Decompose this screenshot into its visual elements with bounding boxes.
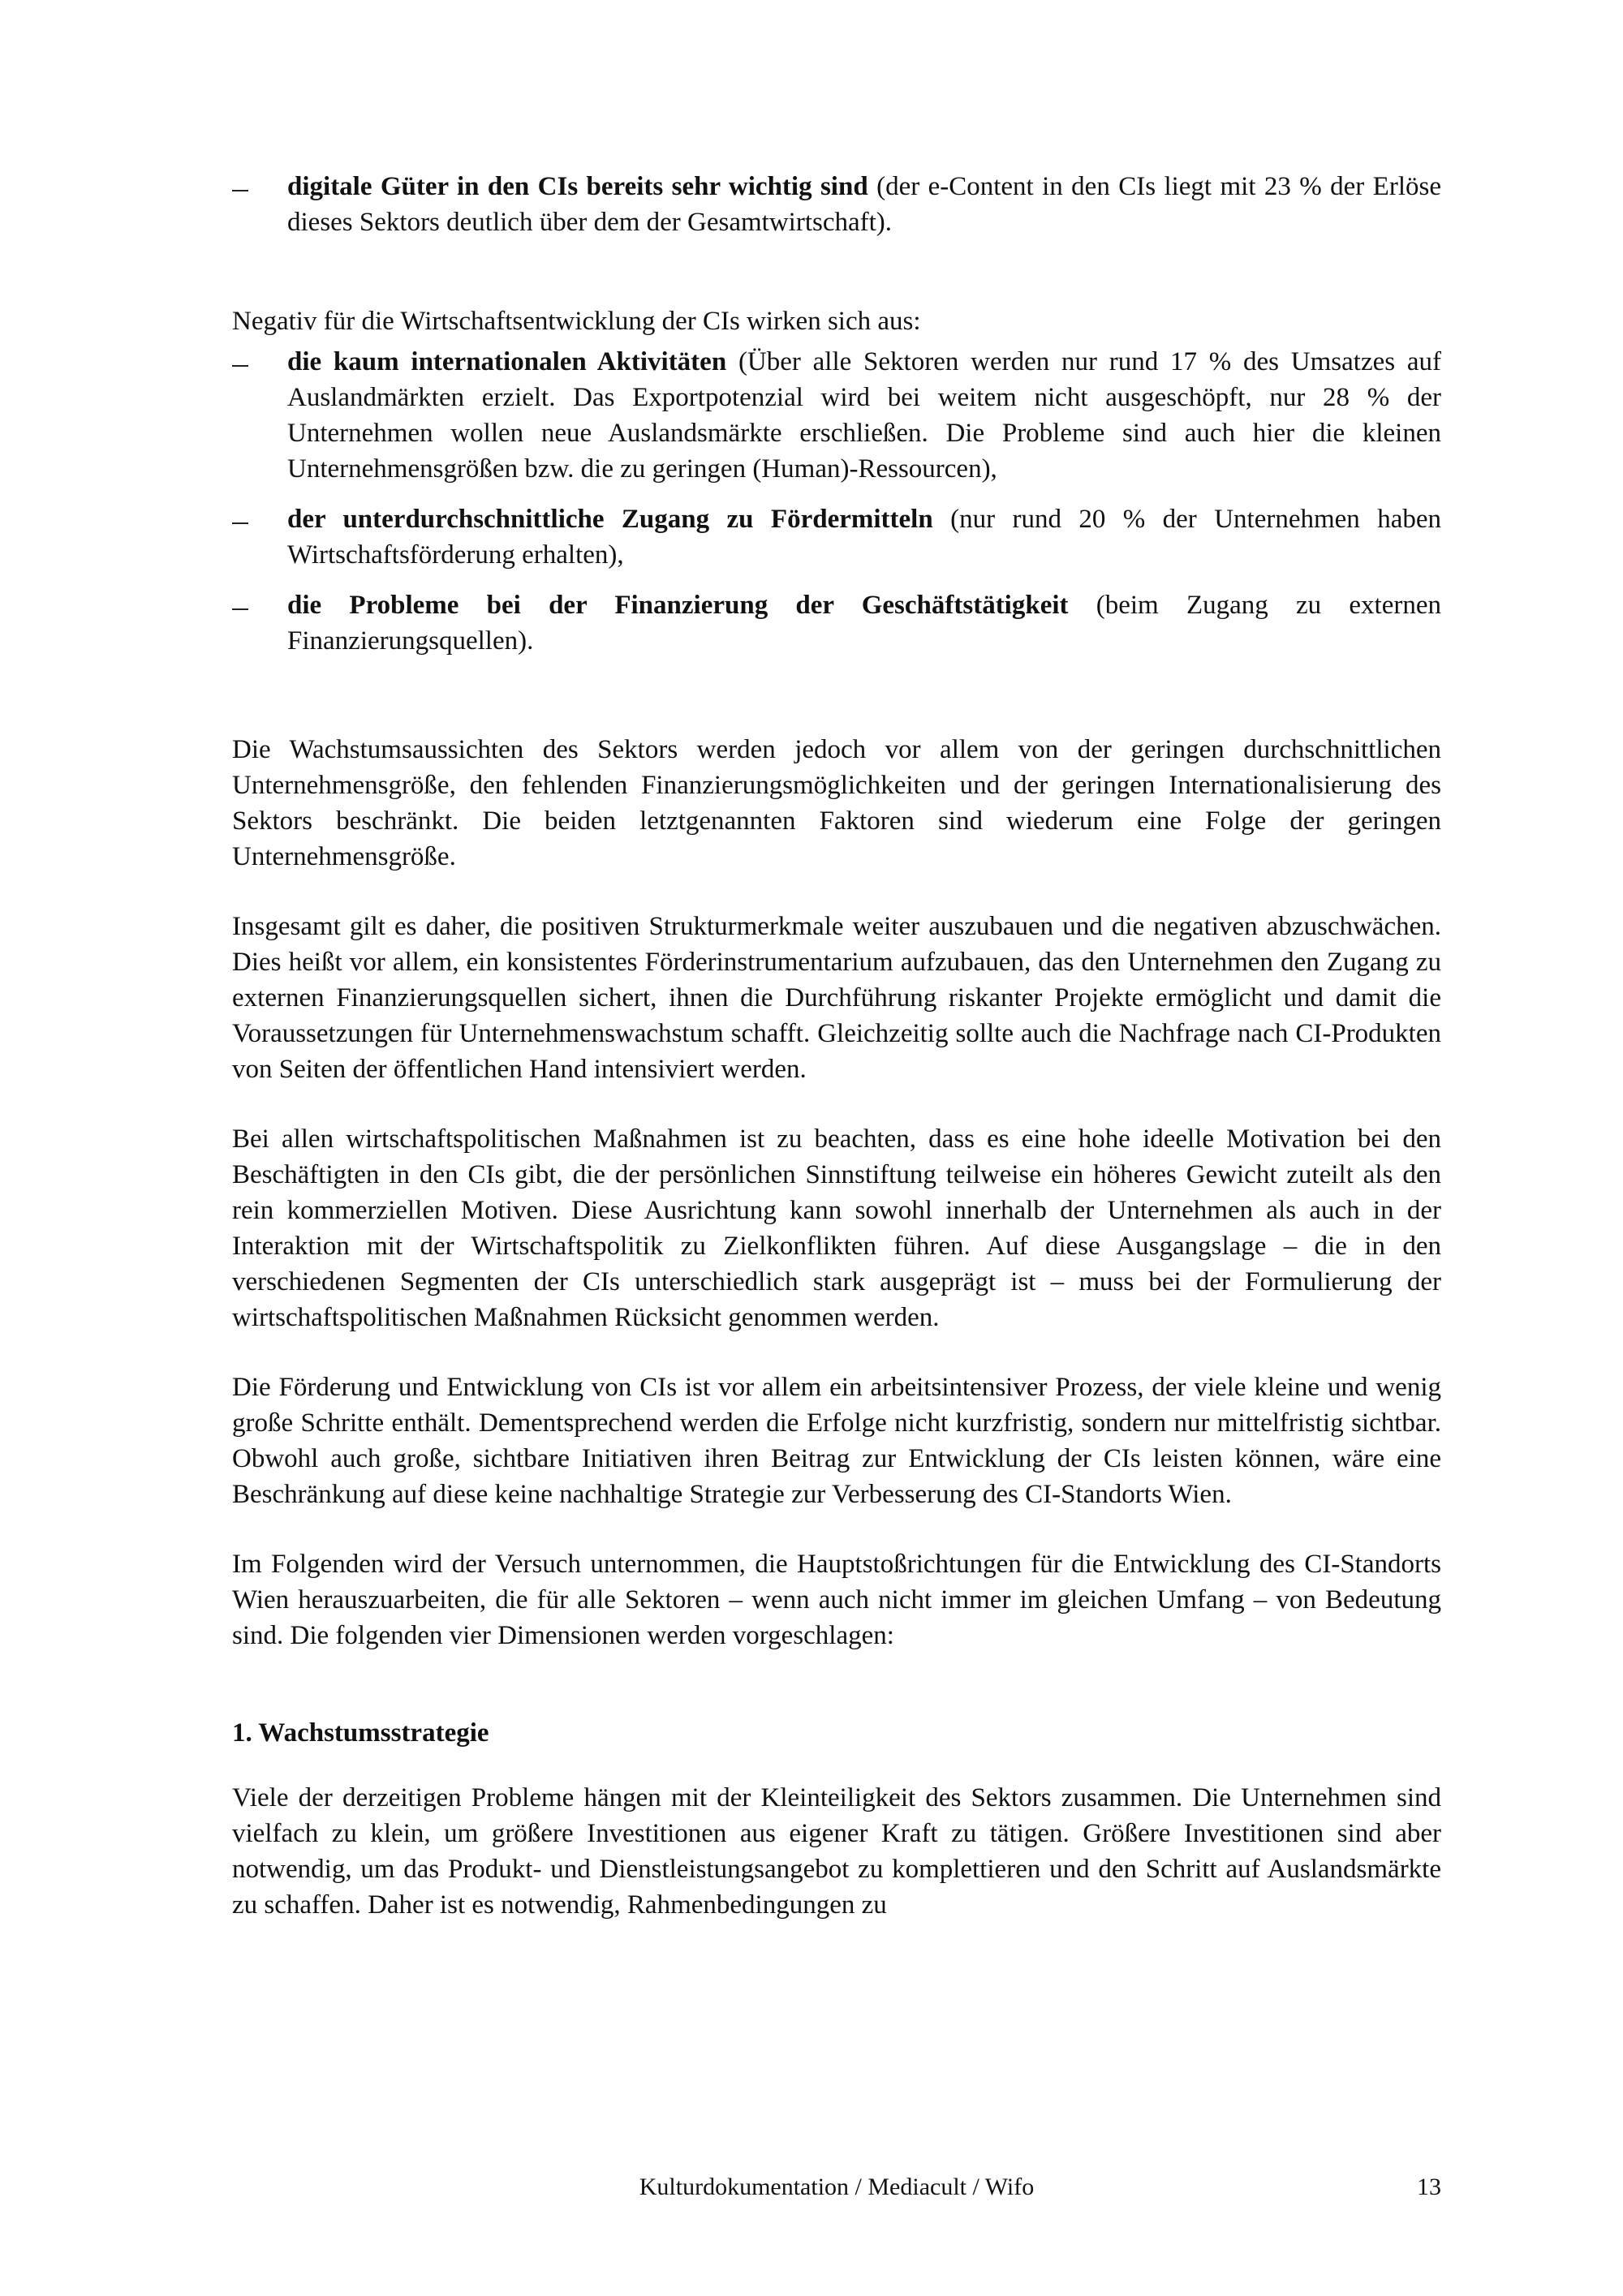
bullet-bold-text: die Probleme bei der Finanzierung der Geschäftstätigkeit [287, 591, 1069, 620]
paragraph-growth-strategy: Viele der derzeitigen Probleme hängen mit der Kleinteiligkeit des Sektors zusammen. Die Unternehmen sind vielfach zu klein, um größere Investitionen aus eigener Kraft zu tätigen. Größere Investitionen sind aber notwendig, um das Produkt- und Dienstleistungsangebot zu komplettieren und den Schritt auf Auslandsmärkte zu schaffen. Daher ist es notwendig, Rahmenbedingungen zu [232, 1783, 1441, 1920]
list-item [232, 344, 1441, 487]
bullet-text: (beim Zugang zu externen Finanzierungsquellen). [287, 591, 1441, 656]
paragraph-four-dimensions: Im Folgenden wird der Versuch unternommen, die Hauptstoßrichtungen für die Entwicklung des CI-Standorts Wien herauszuarbeiten, die für alle Sektoren – wenn auch nicht immer im gleichen Umfang – von Bedeutung sind. Die folgenden vier Dimensionen werden vorgeschlagen: [232, 1550, 1441, 1650]
page-body [232, 169, 1441, 1923]
paragraph-labour-intensive-process: Die Förderung und Entwicklung von CIs ist vor allem ein arbeitsintensiver Prozess, der viele kleine und wenig große Schritte enthält. Dementsprechend werden die Erfolge nicht kurzfristig, sondern nur mittelfristig sichtbar. Obwohl auch große, sichtbare Initiativen ihren Beitrag zur Entwicklung der CIs leisten können, wäre eine Beschränkung auf diese keine nachhaltige Strategie zur Verbesserung des CI-Standorts Wien. [232, 1373, 1441, 1509]
footer-source: Kulturdokumentation / Mediacult / Wifo [639, 2173, 1035, 2200]
section-heading: 1. Wachstumsstrategie [232, 1718, 489, 1748]
list-item [232, 501, 1441, 573]
bullet-text: (der e-Content in den CIs liegt mit 23 % der Erlöse dieses Sektors deutlich über dem der Gesamtwirtschaft). [287, 172, 1441, 237]
bullet-bold-text: der unterdurchschnittliche Zugang zu Fördermitteln [287, 505, 933, 534]
bullet-item-digital-goods [232, 169, 1441, 240]
bullet-bold-text: die kaum internationalen Aktivitäten [287, 347, 727, 376]
list-item [232, 587, 1441, 659]
paragraph-ideal-motivation: Bei allen wirtschaftspolitischen Maßnahmen ist zu beachten, dass es eine hohe ideelle Motivation bei den Beschäftigten in den CIs gibt, die der persönlichen Sinnstiftung teilweise ein höheres Gewicht zuteilt als den rein kommerziellen Motiven. Diese Ausrichtung kann sowohl innerhalb der Unternehmen als auch in der Interaktion mit der Wirtschaftspolitik zu Zielkonflikten führen. Auf diese Ausgangslage – die in den verschiedenen Segmenten der CIs unterschiedlich stark ausgeprägt ist – muss bei der Formulierung der wirtschaftspolitischen Maßnahmen Rücksicht genommen werden. [232, 1124, 1441, 1332]
negativ-list [232, 344, 1441, 659]
paragraph-structural-features: Insgesamt gilt es daher, die positiven Strukturmerkmale weiter auszubauen und die negativen abzuschwächen. Dies heißt vor allem, ein konsistentes Förderinstrumentarium aufzubauen, das den Unternehmen den Zugang zu externen Finanzierungsquellen sichert, ihnen die Durchführung riskanter Projekte ermöglicht und damit die Voraussetzungen für Unternehmenswachstum schafft. Gleichzeitig sollte auch die Nachfrage nach CI-Produkten von Seiten der öffentlichen Hand intensiviert werden. [232, 912, 1441, 1084]
page-number: 13 [1417, 2173, 1441, 2200]
bullet-text: (Über alle Sektoren werden nur rund 17 % des Umsatzes auf Auslandmärkten erzielt. Das Exportpotenzial wird bei weitem nicht ausgeschöpft, nur 28 % der Unternehmen wollen neue Auslandsmärkte erschließen. Die Probleme sind auch hier die kleinen Unternehmensgrößen bzw. die zu geringen (Human)-Ressourcen), [287, 347, 1441, 484]
bullet-bold-text: digitale Güter in den CIs bereits sehr wichtig sind [287, 172, 868, 201]
negativ-intro: Negativ für die Wirtschaftsentwicklung der CIs wirken sich aus: [232, 307, 921, 336]
bullet-text: (nur rund 20 % der Unternehmen haben Wirtschaftsförderung erhalten), [287, 505, 1441, 570]
paragraph-growth-prospects: Die Wachstumsaussichten des Sektors werden jedoch vor allem von der geringen durchschnittlichen Unternehmensgröße, den fehlenden Finanzierungsmöglichkeiten und der geringen Internationalisierung des Sektors beschränkt. Die beiden letztgenannten Faktoren sind wiederum eine Folge der geringen Unternehmensgröße. [232, 735, 1441, 871]
